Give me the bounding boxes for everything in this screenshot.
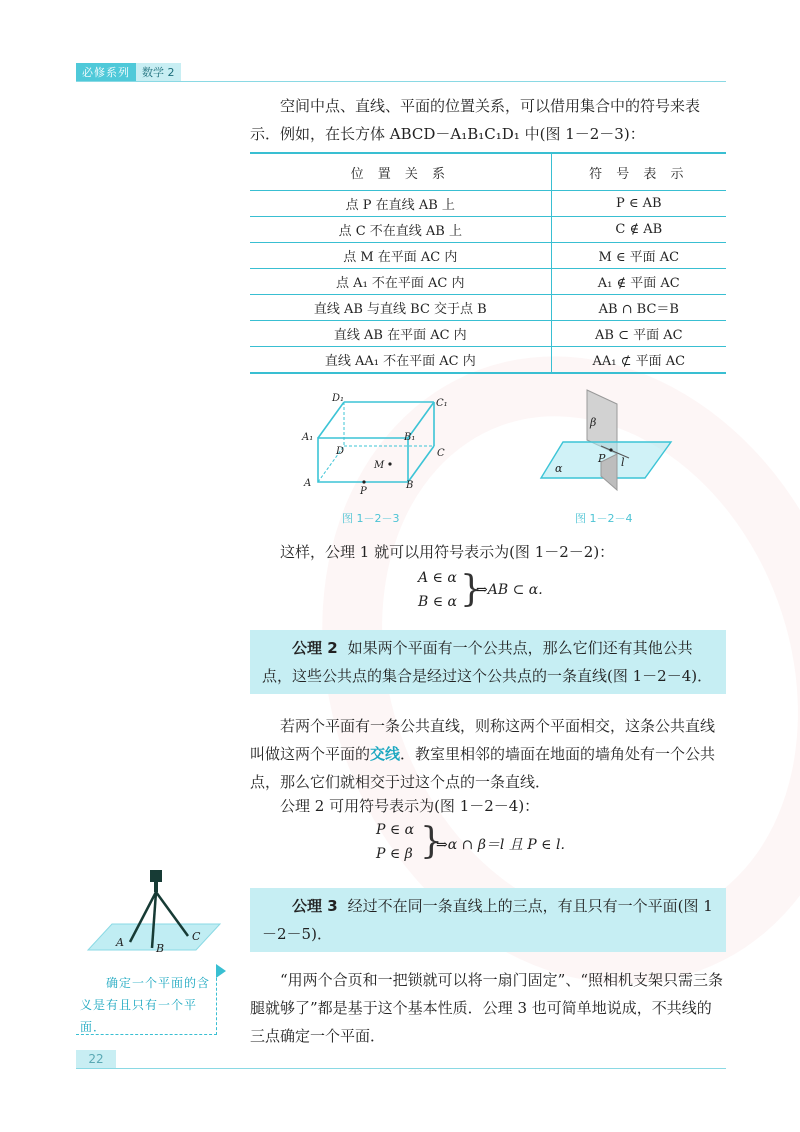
formula2-brace: } (420, 821, 443, 862)
intersection-paragraph (250, 712, 726, 796)
axiom2-formula (376, 822, 636, 868)
point-m (388, 462, 391, 465)
axiom3-box (250, 888, 726, 952)
point-p-on-l (609, 448, 612, 451)
intro-paragraph: 空间中点、直线、平面的位置关系，可以借用集合中的符号来表示．例如，在长方体 ABCD－A₁B₁C₁D₁ 中(图 1－2－3)： (250, 97, 701, 143)
label-l: l (621, 456, 625, 469)
relation-cell: 直线 AA₁ 不在平面 AC 内 (250, 347, 551, 374)
label-d1: D₁ (332, 393, 345, 404)
label-c: C (437, 448, 445, 459)
relation-cell: 直线 AB 与直线 BC 交于点 B (250, 295, 551, 321)
table-row (250, 295, 726, 321)
cuboid-edge-bc (408, 446, 434, 482)
formula1-line1: A ∈ α (418, 570, 457, 586)
axiom2-text: 如果两个平面有一个公共点，那么它们还有其他公共点，这些公共点的集合是经过这个公共点的一条直线(图 1－2－4)． (262, 639, 713, 685)
axiom1-formula (418, 570, 618, 616)
figure-caption-1-2-3: 图 1－2－3 (342, 512, 400, 525)
axiom2-box (250, 630, 726, 694)
term-intersection-line: 交线 (370, 745, 401, 763)
label-d: D (336, 446, 345, 457)
camera-mount (154, 882, 158, 892)
label-c1: C₁ (436, 398, 448, 409)
table-row (250, 321, 726, 347)
axiom2-symbol-paragraph: 公理 2 可用符号表示为(图 1－2－4)： (280, 797, 540, 815)
symbol-cell: AB ∩ BC＝B (551, 295, 726, 321)
relation-cell: 点 C 不在直线 AB 上 (250, 217, 551, 243)
subject-label: 数学 2 (136, 63, 181, 81)
formula2-result: ⇒α ∩ β＝l 且 P ∈ l. (436, 837, 565, 853)
formula1-line2: B ∈ α (418, 594, 458, 610)
series-label: 必修系列 (76, 63, 136, 81)
axiom3-tag: 公理 3 (292, 897, 338, 915)
tripod-figure (84, 868, 224, 956)
table-row (250, 191, 726, 217)
label-b1: B₁ (404, 432, 416, 443)
figure-caption-1-2-4: 图 1－2－4 (575, 512, 633, 525)
cuboid-front-face (318, 438, 408, 482)
symbol-cell: A₁ ∉ 平面 AC (551, 269, 726, 295)
side-note-arrow (216, 964, 226, 978)
footer-rule (76, 1068, 726, 1069)
axiom3-text: 经过不在同一条直线上的三点，有且只有一个平面(图 1－2－5)． (262, 897, 713, 943)
para2-after: ．教室里相邻的墙面在地面的墙角处有一个公共点，那么它们就相交于过这个点的一条直线． (250, 745, 716, 791)
header-symbol: 符 号 表 示 (551, 153, 726, 191)
position-relation-table (250, 152, 726, 374)
symbol-cell: AA₁ ⊄ 平面 AC (551, 347, 726, 374)
table-row (250, 217, 726, 243)
tripod-paragraph: “用两个合页和一把锁就可以将一扇门固定”、“照相机支架只需三条腿就够了”都是基于这个基本性质．公理 3 也可简单地说成，不共线的三点确定一个平面． (250, 971, 724, 1045)
header-rule (76, 81, 726, 82)
formula2-line2: P ∈ β (376, 846, 413, 862)
symbol-cell: AB ⊂ 平面 AC (551, 321, 726, 347)
relation-cell: 点 M 在平面 AC 内 (250, 243, 551, 269)
cuboid-figure (296, 390, 466, 510)
relation-cell: 点 P 在直线 AB 上 (250, 191, 551, 217)
tripod-label-a: A (116, 936, 124, 949)
page-number: 22 (76, 1050, 116, 1068)
para2-before: 若两个平面有一条公共直线，则称这两个平面相交，这条公共直线叫做这两个平面的 (250, 717, 716, 763)
label-b: B (406, 480, 414, 491)
symbol-cell: M ∈ 平面 AC (551, 243, 726, 269)
formula1-brace: } (460, 569, 483, 610)
header-relation: 位 置 关 系 (250, 153, 551, 191)
label-m: M (374, 460, 385, 471)
label-p-fig4: P (598, 452, 606, 465)
label-alpha: α (555, 462, 563, 475)
table-row (250, 347, 726, 374)
label-beta: β (590, 416, 597, 429)
relation-cell: 点 A₁ 不在平面 AC 内 (250, 269, 551, 295)
cuboid-edge-a1d1 (318, 402, 344, 438)
axiom1-symbol-paragraph: 这样，公理 1 就可以用符号表示为(图 1－2－2)： (280, 543, 615, 561)
label-a: A (304, 478, 312, 489)
symbol-cell: P ∈ AB (551, 191, 726, 217)
point-p (362, 480, 365, 483)
symbol-cell: C ∉ AB (551, 217, 726, 243)
camera-head (150, 870, 162, 882)
label-p: P (360, 486, 367, 497)
side-note: 确定一个平面的含义是有且只有一个平面． (80, 976, 211, 1034)
table-row (250, 269, 726, 295)
table-row (250, 243, 726, 269)
tripod-label-b: B (156, 942, 165, 955)
relation-cell: 直线 AB 在平面 AC 内 (250, 321, 551, 347)
table-header-row (250, 153, 726, 191)
formula2-line1: P ∈ α (376, 822, 415, 838)
intersecting-planes-figure (535, 382, 675, 494)
running-header (76, 64, 181, 80)
label-a1: A₁ (302, 432, 314, 443)
formula1-result: ⇒AB ⊂ α. (476, 582, 543, 598)
axiom2-tag: 公理 2 (292, 639, 338, 657)
tripod-label-c: C (192, 930, 201, 943)
